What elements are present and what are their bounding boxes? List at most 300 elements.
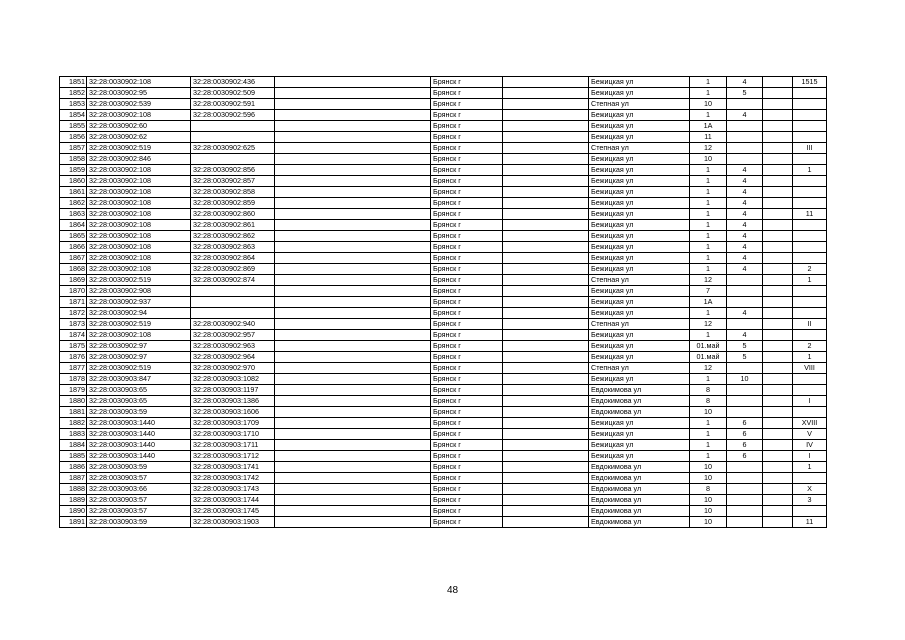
cell-street: Бежицкая ул [589, 198, 690, 209]
cell-city: Брянск г [431, 352, 503, 363]
cell-house: 1А [690, 121, 727, 132]
cell-blank-a [275, 77, 431, 88]
cell-street: Евдокимова ул [589, 385, 690, 396]
cell-row-number: 1863 [60, 209, 87, 220]
cell-blank-a [275, 143, 431, 154]
cell-house: 10 [690, 99, 727, 110]
cell-city: Брянск г [431, 506, 503, 517]
table-row [60, 220, 827, 231]
cell-city: Брянск г [431, 165, 503, 176]
cell-cadastral-quarter: 32:28:0030902:60 [87, 121, 191, 132]
cell-blank-c [763, 176, 793, 187]
table-row [60, 242, 827, 253]
table-row [60, 231, 827, 242]
cell-row-number: 1869 [60, 275, 87, 286]
cell-city: Брянск г [431, 385, 503, 396]
cell-apartment [793, 374, 827, 385]
cell-cadastral-number [191, 132, 275, 143]
cell-cadastral-number: 32:28:0030902:874 [191, 275, 275, 286]
cell-apartment [793, 154, 827, 165]
cell-blank-c [763, 231, 793, 242]
cell-street: Бежицкая ул [589, 176, 690, 187]
cell-row-number: 1888 [60, 484, 87, 495]
cell-city: Брянск г [431, 121, 503, 132]
cell-building: 4 [727, 242, 763, 253]
cell-cadastral-number: 32:28:0030902:863 [191, 242, 275, 253]
cell-row-number: 1856 [60, 132, 87, 143]
cell-house: 1 [690, 77, 727, 88]
cell-blank-b [503, 88, 589, 99]
cell-street: Бежицкая ул [589, 264, 690, 275]
cell-street: Степная ул [589, 363, 690, 374]
cell-house: 1 [690, 429, 727, 440]
table-row [60, 319, 827, 330]
cell-blank-a [275, 154, 431, 165]
cell-cadastral-number: 32:28:0030902:869 [191, 264, 275, 275]
cell-blank-b [503, 363, 589, 374]
table-row [60, 176, 827, 187]
cell-blank-c [763, 209, 793, 220]
cell-cadastral-quarter: 32:28:0030902:108 [87, 187, 191, 198]
cell-cadastral-number: 32:28:0030903:1082 [191, 374, 275, 385]
cell-street: Степная ул [589, 319, 690, 330]
cell-house: 12 [690, 143, 727, 154]
cell-street: Бежицкая ул [589, 418, 690, 429]
cell-blank-b [503, 121, 589, 132]
cell-blank-c [763, 253, 793, 264]
cell-apartment [793, 110, 827, 121]
cell-city: Брянск г [431, 330, 503, 341]
table-row [60, 341, 827, 352]
cell-house: 1 [690, 88, 727, 99]
cell-street: Бежицкая ул [589, 308, 690, 319]
cell-blank-a [275, 352, 431, 363]
cell-cadastral-number: 32:28:0030902:436 [191, 77, 275, 88]
cell-city: Брянск г [431, 462, 503, 473]
cell-blank-b [503, 187, 589, 198]
cell-blank-a [275, 132, 431, 143]
cell-blank-c [763, 440, 793, 451]
cell-apartment [793, 220, 827, 231]
cell-blank-b [503, 264, 589, 275]
cell-cadastral-number: 32:28:0030902:860 [191, 209, 275, 220]
cell-blank-c [763, 275, 793, 286]
cell-blank-b [503, 506, 589, 517]
cell-row-number: 1851 [60, 77, 87, 88]
cell-cadastral-quarter: 32:28:0030902:108 [87, 253, 191, 264]
cell-building [727, 385, 763, 396]
cell-street: Бежицкая ул [589, 132, 690, 143]
cell-building: 4 [727, 264, 763, 275]
cell-cadastral-number: 32:28:0030902:509 [191, 88, 275, 99]
cell-blank-a [275, 330, 431, 341]
cell-street: Бежицкая ул [589, 209, 690, 220]
cell-row-number: 1884 [60, 440, 87, 451]
cell-building: 6 [727, 418, 763, 429]
cell-building [727, 495, 763, 506]
cell-blank-a [275, 341, 431, 352]
cell-street: Бежицкая ул [589, 451, 690, 462]
cell-street: Бежицкая ул [589, 253, 690, 264]
cell-house: 1 [690, 330, 727, 341]
registry-table-body [60, 77, 827, 528]
cell-apartment: 2 [793, 341, 827, 352]
registry-table [59, 76, 827, 528]
table-row [60, 308, 827, 319]
cell-apartment [793, 242, 827, 253]
cell-blank-b [503, 429, 589, 440]
cell-blank-c [763, 429, 793, 440]
cell-blank-c [763, 352, 793, 363]
cell-house: 1 [690, 418, 727, 429]
cell-cadastral-number: 32:28:0030903:1386 [191, 396, 275, 407]
cell-blank-a [275, 396, 431, 407]
cell-cadastral-number: 32:28:0030903:1743 [191, 484, 275, 495]
cell-row-number: 1862 [60, 198, 87, 209]
cell-blank-b [503, 286, 589, 297]
cell-apartment [793, 473, 827, 484]
cell-street: Бежицкая ул [589, 187, 690, 198]
cell-row-number: 1860 [60, 176, 87, 187]
table-row [60, 187, 827, 198]
cell-cadastral-number: 32:28:0030902:957 [191, 330, 275, 341]
cell-street: Евдокимова ул [589, 407, 690, 418]
table-row [60, 407, 827, 418]
cell-house: 1 [690, 110, 727, 121]
cell-cadastral-number: 32:28:0030902:861 [191, 220, 275, 231]
cell-house: 10 [690, 462, 727, 473]
cell-blank-a [275, 319, 431, 330]
cell-cadastral-number: 32:28:0030903:1712 [191, 451, 275, 462]
cell-blank-c [763, 407, 793, 418]
cell-blank-c [763, 110, 793, 121]
cell-blank-a [275, 187, 431, 198]
cell-apartment: 3 [793, 495, 827, 506]
cell-row-number: 1854 [60, 110, 87, 121]
cell-apartment [793, 198, 827, 209]
table-row [60, 88, 827, 99]
cell-cadastral-number: 32:28:0030902:940 [191, 319, 275, 330]
cell-blank-b [503, 341, 589, 352]
cell-blank-a [275, 253, 431, 264]
table-row [60, 253, 827, 264]
cell-city: Брянск г [431, 209, 503, 220]
cell-row-number: 1870 [60, 286, 87, 297]
cell-street: Бежицкая ул [589, 242, 690, 253]
cell-blank-a [275, 297, 431, 308]
cell-blank-b [503, 385, 589, 396]
cell-city: Брянск г [431, 77, 503, 88]
table-row [60, 154, 827, 165]
cell-cadastral-number: 32:28:0030903:1606 [191, 407, 275, 418]
cell-cadastral-number: 32:28:0030903:1741 [191, 462, 275, 473]
cell-building: 4 [727, 176, 763, 187]
cell-street: Евдокимова ул [589, 462, 690, 473]
cell-city: Брянск г [431, 517, 503, 528]
cell-street: Бежицкая ул [589, 231, 690, 242]
cell-city: Брянск г [431, 407, 503, 418]
cell-house: 1 [690, 253, 727, 264]
cell-blank-b [503, 220, 589, 231]
cell-cadastral-number: 32:28:0030902:856 [191, 165, 275, 176]
cell-blank-a [275, 385, 431, 396]
cell-building: 4 [727, 330, 763, 341]
cell-house: 12 [690, 275, 727, 286]
cell-blank-b [503, 308, 589, 319]
cell-blank-c [763, 154, 793, 165]
cell-street: Евдокимова ул [589, 484, 690, 495]
cell-blank-c [763, 385, 793, 396]
table-row [60, 209, 827, 220]
cell-cadastral-number: 32:28:0030902:858 [191, 187, 275, 198]
cell-blank-a [275, 176, 431, 187]
cell-city: Брянск г [431, 363, 503, 374]
cell-house: 1 [690, 231, 727, 242]
cell-street: Бежицкая ул [589, 165, 690, 176]
cell-city: Брянск г [431, 374, 503, 385]
cell-blank-b [503, 484, 589, 495]
table-row [60, 286, 827, 297]
table-row [60, 484, 827, 495]
cell-cadastral-number: 32:28:0030902:859 [191, 198, 275, 209]
cell-blank-c [763, 473, 793, 484]
cell-building: 4 [727, 209, 763, 220]
cell-blank-a [275, 121, 431, 132]
cell-blank-c [763, 462, 793, 473]
cell-street: Бежицкая ул [589, 154, 690, 165]
cell-blank-a [275, 264, 431, 275]
cell-cadastral-quarter: 32:28:0030902:108 [87, 110, 191, 121]
cell-cadastral-quarter: 32:28:0030903:57 [87, 495, 191, 506]
table-row [60, 506, 827, 517]
cell-row-number: 1882 [60, 418, 87, 429]
cell-city: Брянск г [431, 429, 503, 440]
cell-cadastral-quarter: 32:28:0030903:59 [87, 407, 191, 418]
cell-blank-c [763, 143, 793, 154]
cell-blank-a [275, 451, 431, 462]
cell-blank-b [503, 451, 589, 462]
cell-cadastral-quarter: 32:28:0030902:95 [87, 88, 191, 99]
cell-apartment: I [793, 396, 827, 407]
cell-building: 4 [727, 308, 763, 319]
cell-blank-b [503, 330, 589, 341]
cell-apartment: III [793, 143, 827, 154]
cell-cadastral-quarter: 32:28:0030902:108 [87, 209, 191, 220]
table-row [60, 297, 827, 308]
cell-apartment [793, 407, 827, 418]
cell-blank-b [503, 418, 589, 429]
cell-row-number: 1868 [60, 264, 87, 275]
cell-blank-a [275, 220, 431, 231]
cell-house: 8 [690, 385, 727, 396]
cell-cadastral-quarter: 32:28:0030903:65 [87, 385, 191, 396]
table-row [60, 385, 827, 396]
table-row [60, 462, 827, 473]
cell-cadastral-number [191, 297, 275, 308]
cell-building [727, 319, 763, 330]
cell-cadastral-quarter: 32:28:0030902:539 [87, 99, 191, 110]
cell-cadastral-number [191, 308, 275, 319]
cell-row-number: 1871 [60, 297, 87, 308]
cell-blank-b [503, 275, 589, 286]
cell-cadastral-number: 32:28:0030903:1710 [191, 429, 275, 440]
cell-cadastral-number: 32:28:0030902:625 [191, 143, 275, 154]
cell-building [727, 462, 763, 473]
cell-row-number: 1876 [60, 352, 87, 363]
cell-cadastral-number: 32:28:0030903:1745 [191, 506, 275, 517]
table-row [60, 121, 827, 132]
cell-row-number: 1873 [60, 319, 87, 330]
cell-cadastral-quarter: 32:28:0030903:59 [87, 462, 191, 473]
cell-row-number: 1881 [60, 407, 87, 418]
cell-building: 6 [727, 451, 763, 462]
cell-street: Евдокимова ул [589, 517, 690, 528]
cell-apartment: 2 [793, 264, 827, 275]
cell-house: 12 [690, 319, 727, 330]
table-row [60, 275, 827, 286]
cell-street: Бежицкая ул [589, 429, 690, 440]
cell-blank-b [503, 440, 589, 451]
cell-house: 10 [690, 407, 727, 418]
cell-street: Бежицкая ул [589, 286, 690, 297]
cell-cadastral-quarter: 32:28:0030902:846 [87, 154, 191, 165]
cell-row-number: 1891 [60, 517, 87, 528]
cell-cadastral-quarter: 32:28:0030902:108 [87, 165, 191, 176]
cell-blank-a [275, 374, 431, 385]
cell-street: Бежицкая ул [589, 121, 690, 132]
cell-apartment [793, 385, 827, 396]
cell-cadastral-number: 32:28:0030902:591 [191, 99, 275, 110]
cell-cadastral-number: 32:28:0030903:1742 [191, 473, 275, 484]
cell-street: Бежицкая ул [589, 330, 690, 341]
cell-city: Брянск г [431, 275, 503, 286]
cell-row-number: 1865 [60, 231, 87, 242]
cell-cadastral-number: 32:28:0030903:1197 [191, 385, 275, 396]
cell-blank-b [503, 154, 589, 165]
cell-blank-a [275, 473, 431, 484]
cell-cadastral-number [191, 286, 275, 297]
cell-cadastral-quarter: 32:28:0030902:519 [87, 363, 191, 374]
cell-house: 1 [690, 440, 727, 451]
cell-blank-b [503, 143, 589, 154]
cell-city: Брянск г [431, 264, 503, 275]
table-row [60, 165, 827, 176]
cell-blank-b [503, 99, 589, 110]
cell-blank-c [763, 319, 793, 330]
cell-street: Бежицкая ул [589, 77, 690, 88]
cell-blank-c [763, 132, 793, 143]
cell-street: Бежицкая ул [589, 110, 690, 121]
cell-blank-b [503, 319, 589, 330]
cell-city: Брянск г [431, 220, 503, 231]
cell-row-number: 1875 [60, 341, 87, 352]
cell-apartment: 11 [793, 209, 827, 220]
cell-apartment: 1515 [793, 77, 827, 88]
cell-house: 1 [690, 165, 727, 176]
cell-house: 12 [690, 363, 727, 374]
cell-street: Евдокимова ул [589, 506, 690, 517]
cell-building [727, 506, 763, 517]
cell-building [727, 363, 763, 374]
cell-cadastral-quarter: 32:28:0030902:108 [87, 242, 191, 253]
cell-blank-c [763, 242, 793, 253]
cell-blank-b [503, 352, 589, 363]
cell-cadastral-quarter: 32:28:0030902:519 [87, 319, 191, 330]
cell-building [727, 484, 763, 495]
cell-apartment: VIII [793, 363, 827, 374]
cell-building [727, 99, 763, 110]
cell-blank-b [503, 374, 589, 385]
cell-apartment: X [793, 484, 827, 495]
cell-blank-a [275, 242, 431, 253]
cell-row-number: 1864 [60, 220, 87, 231]
cell-cadastral-quarter: 32:28:0030902:519 [87, 275, 191, 286]
cell-building: 4 [727, 231, 763, 242]
cell-blank-a [275, 462, 431, 473]
cell-street: Степная ул [589, 143, 690, 154]
cell-city: Брянск г [431, 253, 503, 264]
cell-house: 11 [690, 132, 727, 143]
cell-cadastral-quarter: 32:28:0030903:57 [87, 506, 191, 517]
cell-cadastral-quarter: 32:28:0030902:108 [87, 330, 191, 341]
cell-apartment: 1 [793, 352, 827, 363]
cell-blank-c [763, 341, 793, 352]
cell-building [727, 297, 763, 308]
cell-building: 4 [727, 77, 763, 88]
cell-building: 4 [727, 220, 763, 231]
cell-cadastral-quarter: 32:28:0030903:59 [87, 517, 191, 528]
cell-building [727, 517, 763, 528]
cell-house: 1 [690, 374, 727, 385]
cell-building [727, 286, 763, 297]
cell-cadastral-quarter: 32:28:0030902:108 [87, 198, 191, 209]
cell-blank-a [275, 407, 431, 418]
cell-blank-c [763, 374, 793, 385]
cell-blank-a [275, 198, 431, 209]
cell-blank-b [503, 231, 589, 242]
cell-row-number: 1853 [60, 99, 87, 110]
cell-city: Брянск г [431, 88, 503, 99]
cell-city: Брянск г [431, 198, 503, 209]
cell-building: 5 [727, 88, 763, 99]
cell-building: 4 [727, 165, 763, 176]
cell-building: 4 [727, 198, 763, 209]
cell-house: 01.май [690, 341, 727, 352]
cell-row-number: 1877 [60, 363, 87, 374]
cell-blank-a [275, 495, 431, 506]
cell-street: Евдокимова ул [589, 473, 690, 484]
table-row [60, 418, 827, 429]
cell-cadastral-number: 32:28:0030902:963 [191, 341, 275, 352]
cell-row-number: 1886 [60, 462, 87, 473]
cell-blank-b [503, 495, 589, 506]
cell-cadastral-number: 32:28:0030902:862 [191, 231, 275, 242]
table-row [60, 517, 827, 528]
cell-city: Брянск г [431, 242, 503, 253]
cell-blank-a [275, 231, 431, 242]
cell-blank-c [763, 220, 793, 231]
cell-blank-a [275, 363, 431, 374]
cell-house: 01.май [690, 352, 727, 363]
cell-street: Бежицкая ул [589, 440, 690, 451]
cell-cadastral-quarter: 32:28:0030902:108 [87, 264, 191, 275]
cell-blank-c [763, 297, 793, 308]
cell-cadastral-number: 32:28:0030902:864 [191, 253, 275, 264]
cell-building [727, 473, 763, 484]
cell-cadastral-number: 32:28:0030903:1709 [191, 418, 275, 429]
cell-city: Брянск г [431, 187, 503, 198]
cell-blank-b [503, 176, 589, 187]
